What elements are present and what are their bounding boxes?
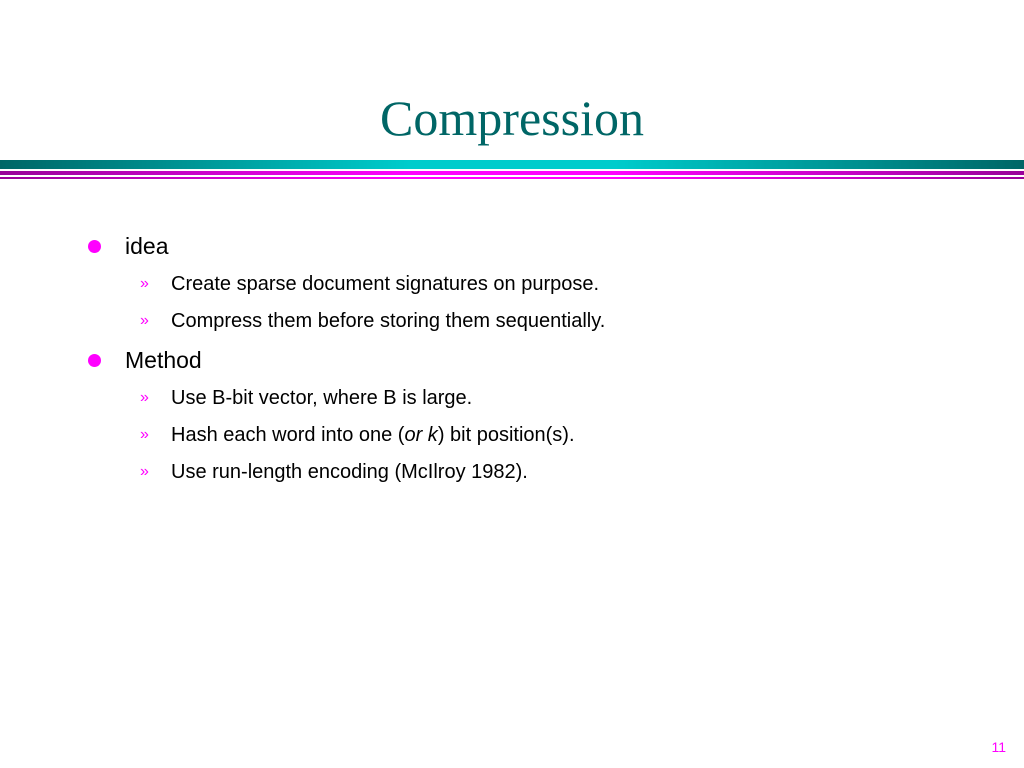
filled-circle-bullet-icon — [88, 354, 101, 367]
filled-circle-bullet-icon — [88, 240, 101, 253]
bullet-text: Method — [125, 347, 202, 373]
bullet-text: idea — [125, 233, 169, 259]
sub-bullet-text-emphasis: or k — [404, 424, 438, 446]
chevron-bullet-icon: » — [140, 426, 149, 443]
chevron-bullet-icon: » — [140, 463, 149, 480]
chevron-bullet-icon: » — [140, 275, 149, 292]
chevron-bullet-icon: » — [140, 312, 149, 329]
chevron-bullet-icon: » — [140, 389, 149, 406]
slide-title: Compression — [380, 90, 644, 146]
sub-bullet-text: Compress them before storing them sequentially. — [171, 310, 606, 332]
sub-bullet-text: Use run-length encoding (McIlroy 1982). — [171, 461, 528, 483]
sub-bullet-text-part: Hash each word into one ( — [171, 424, 405, 446]
sub-bullet-text: Create sparse document signatures on purpose. — [171, 273, 600, 295]
sub-bullet-text: Use B-bit vector, where B is large. — [171, 387, 473, 409]
sub-bullet-text — [171, 422, 575, 448]
page-number: 11 — [991, 739, 1006, 755]
sub-bullet-text-part: ) bit position(s). — [437, 424, 575, 446]
